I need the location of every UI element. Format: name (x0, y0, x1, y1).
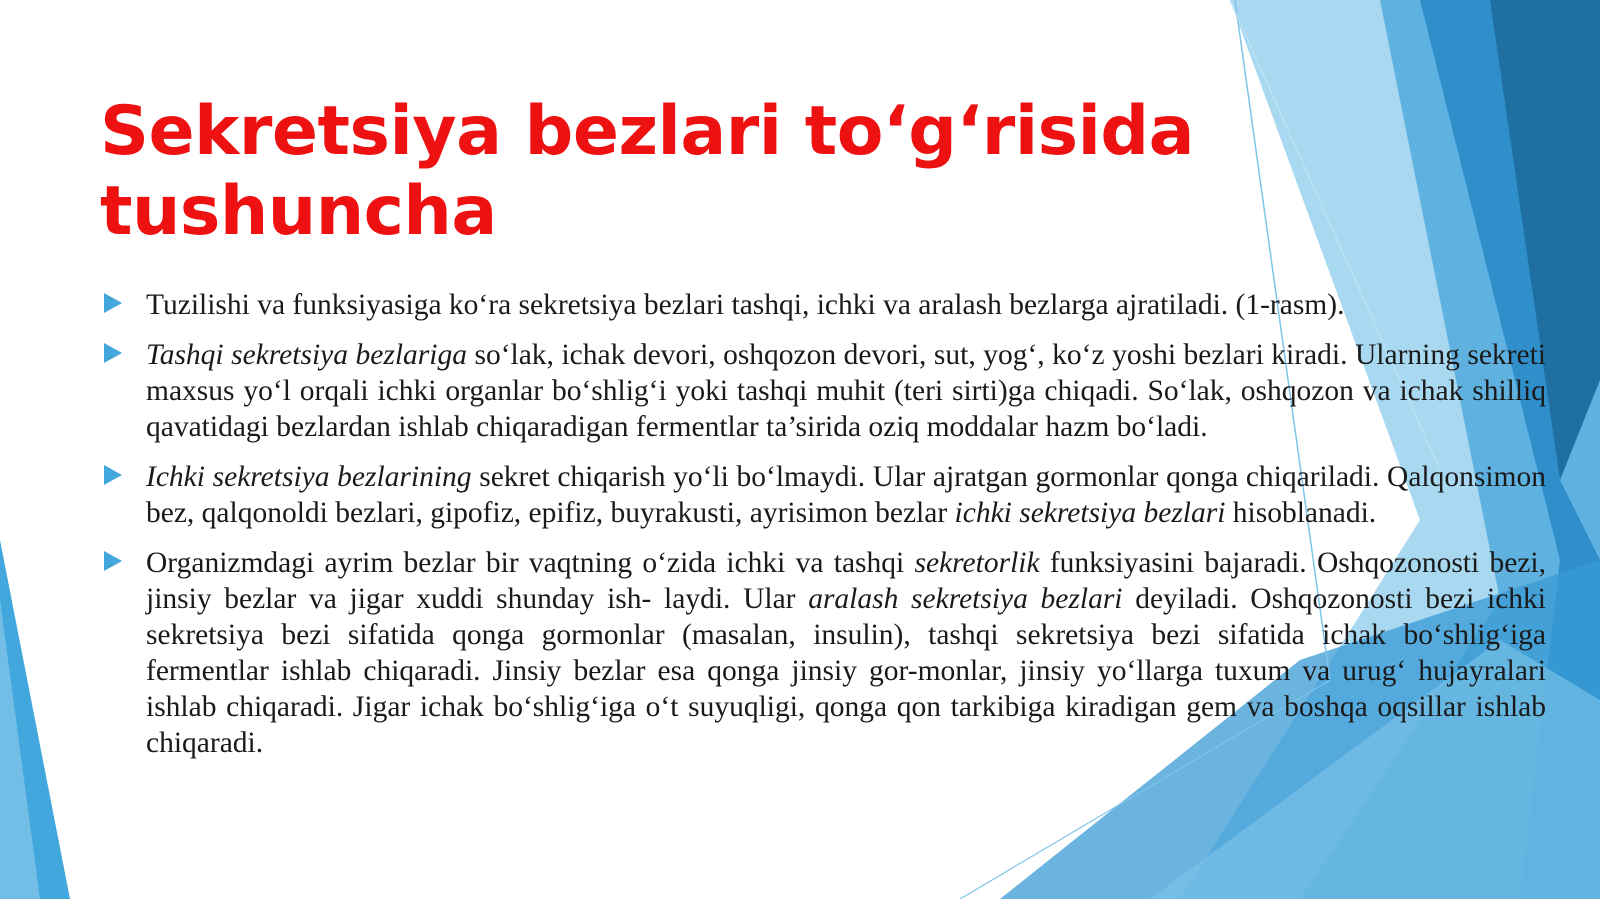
triangle-bullet-icon (102, 342, 124, 364)
bullet-item (100, 287, 1546, 323)
bullet-text (146, 459, 1546, 531)
italic-term: sekretorlik (914, 547, 1040, 579)
italic-term: ichki sekretsiya bezlari (954, 497, 1226, 529)
text-segment: sekret chiqarish yo‘li bo‘lmaydi. Ular ajratgan gormonlar qonga chiqariladi. Qalqonsimon bez, qalqonoldi bezlari, gipofiz, epifiz, buyrakusti, ayrisimon bezlar (146, 461, 1546, 529)
text-segment: so‘lak, ichak devori, oshqozon devori, sut, yog‘, ko‘z yoshi bezlari kiradi. Ularning sekreti maxsus yo‘l orqali ichki organlar bo‘shlig‘i yoki tashqi muhit (teri sirti)ga chiqadi. So‘lak, oshqozon va ichak shilliq qavatidagi bezlardan ishlab chiqaradigan fermentlar ta’sirida oziq moddalar hazm bo‘ladi. (146, 339, 1546, 443)
bullet-text (146, 545, 1546, 761)
text-segment: funksiyasini bajaradi. Oshqozonosti bezi, jinsiy bezlar va jigar xuddi shunday ish- laydi. Ular (146, 547, 1546, 615)
bullet-item (100, 545, 1546, 761)
bullet-text (146, 287, 1546, 323)
italic-term: Tashqi sekretsiya bezlariga (146, 339, 467, 371)
bullet-text (146, 337, 1546, 445)
italic-term: aralash sekretsiya bezlari (808, 583, 1123, 615)
triangle-bullet-icon (102, 464, 124, 486)
bullet-item (100, 337, 1546, 445)
bullet-item (100, 459, 1546, 531)
text-segment: hisoblanadi. (1225, 497, 1377, 529)
slide-title: Sekretsiya bezlari to‘g‘risida tushuncha (100, 92, 1194, 251)
text-segment: Organizmdagi ayrim bezlar bir vaqtning o‘zida ichki va tashqi (146, 547, 915, 579)
italic-term: Ichki sekretsiya bezlarining (146, 461, 472, 493)
text-segment: deyiladi. Oshqozonosti bezi ichki sekretsiya bezi sifatida qonga gormonlar (masalan, insulin), tashqi sekretsiya bezi sifatida ichak bo‘shlig‘iga fermentlar ishlab chiqaradi. Jinsiy bezlar esa qonga jinsiy gor-monlar, jinsiy yo‘llarga tuxum va urug‘ hujayralari ishlab chiqaradi. Jigar ichak bo‘shlig‘iga o‘t suyuqligi, qonga qon tarkibiga kiradigan gem va boshqa oqsillar ishlab chiqaradi. (146, 583, 1546, 759)
triangle-bullet-icon (102, 292, 124, 314)
triangle-bullet-icon (102, 550, 124, 572)
bullet-list (100, 287, 1546, 775)
text-segment: Tuzilishi va funksiyasiga ko‘ra sekretsiya bezlari tashqi, ichki va aralash bezlarga ajratiladi. (1-rasm). (146, 289, 1345, 321)
